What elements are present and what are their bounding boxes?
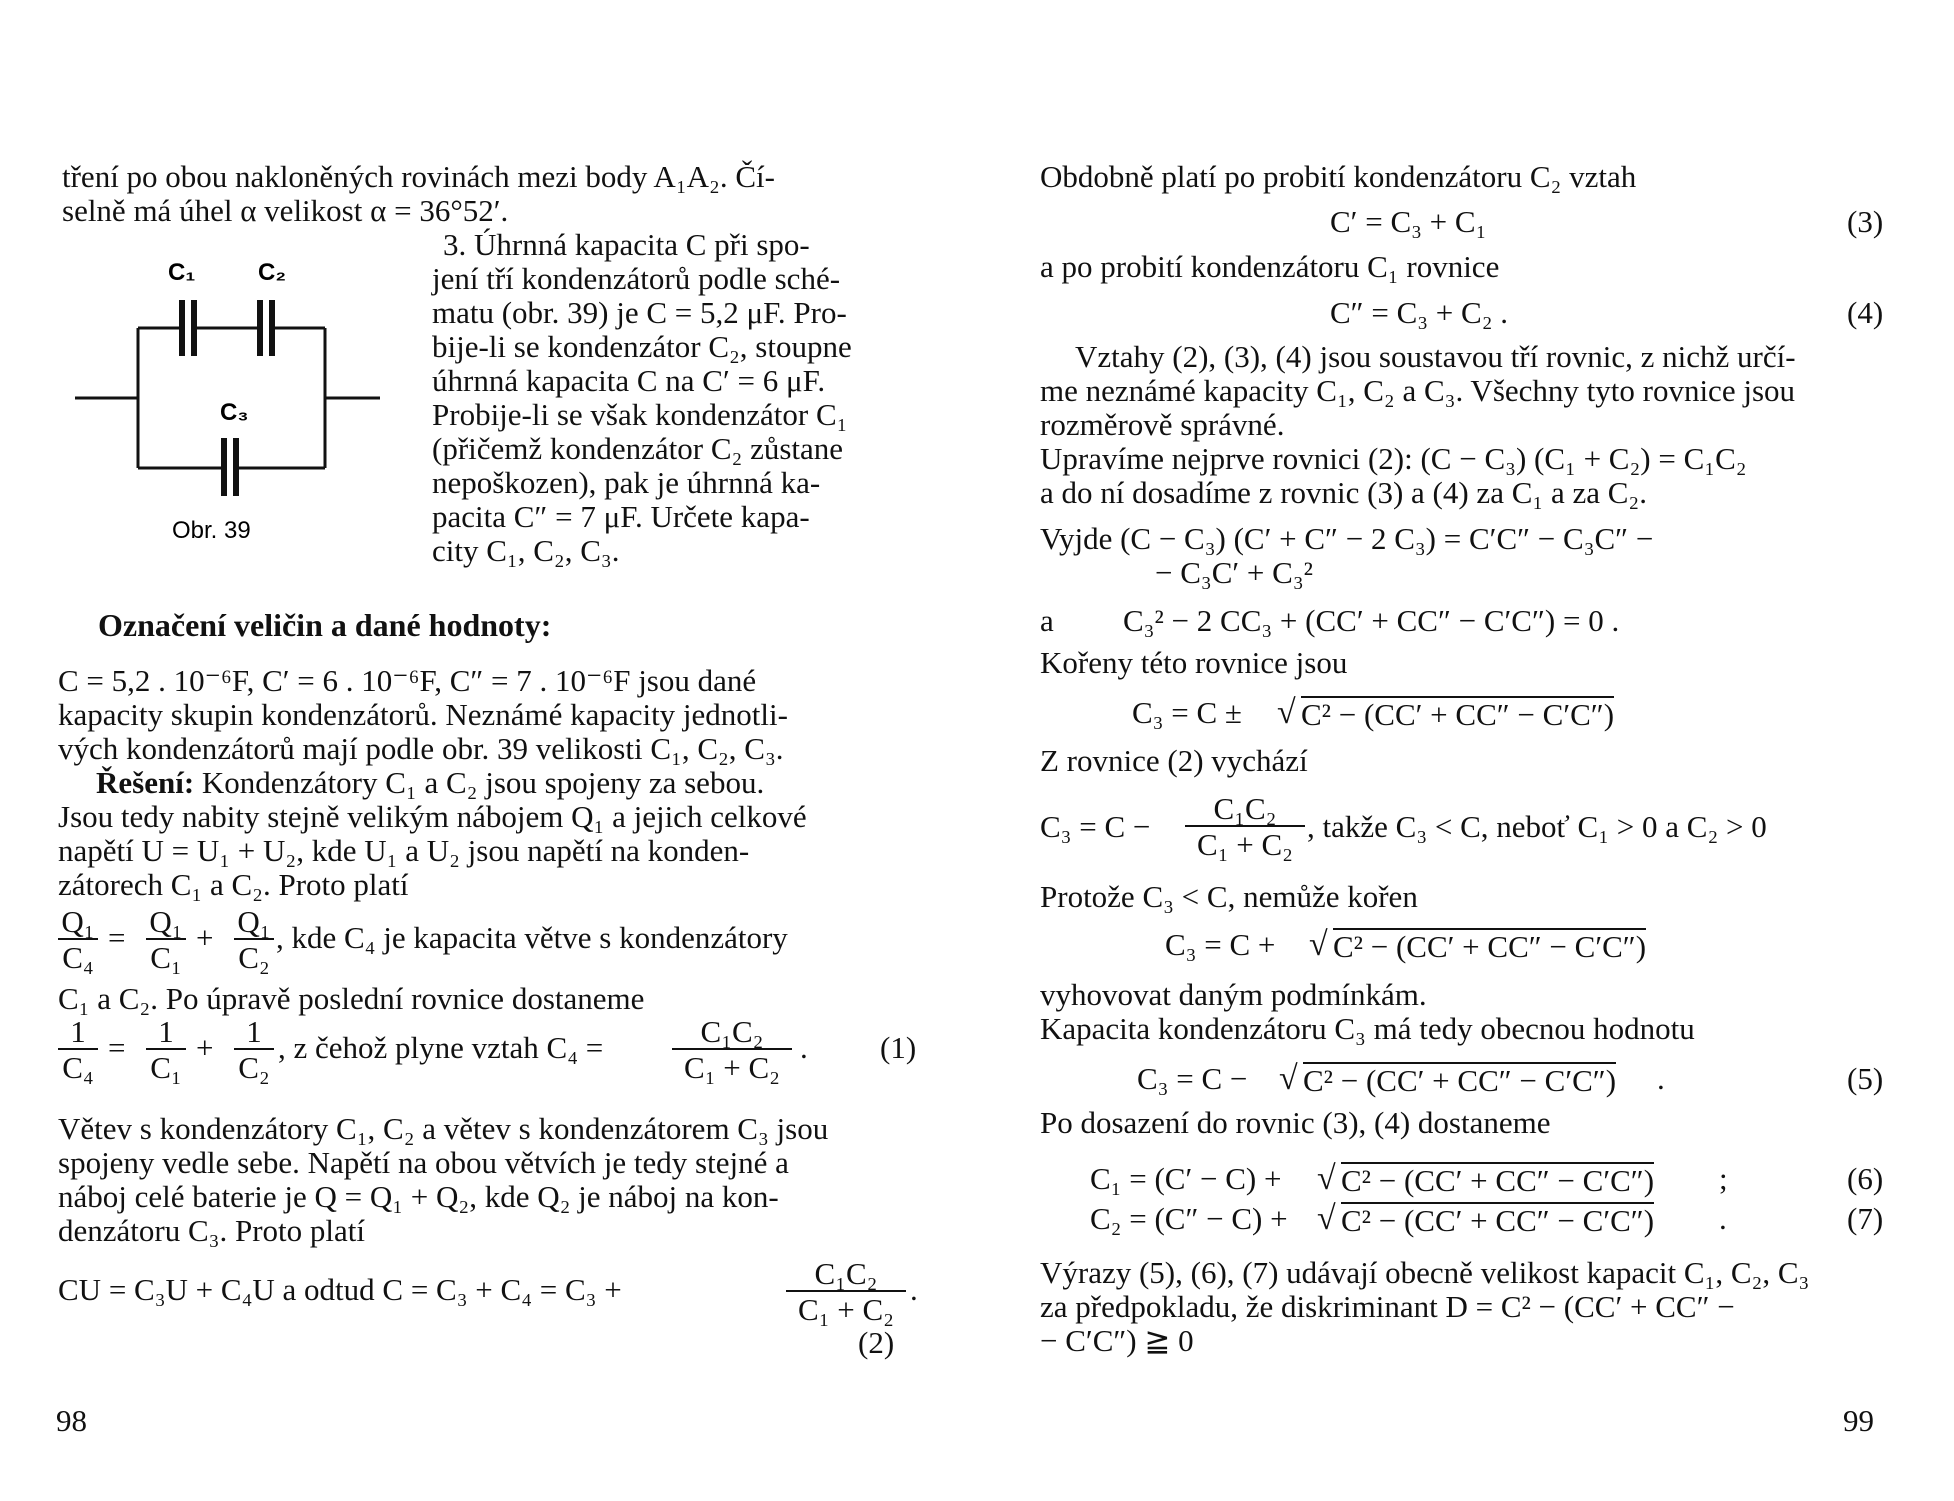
problem-line: nepoškozen), pak je úhrnná ka- <box>432 465 821 500</box>
text-line: C₁ a C₂. Po úpravě poslední rovnice dostaneme <box>58 981 645 1016</box>
fraction: Q₁ C₂ <box>234 906 274 973</box>
text-line: spojeny vedle sebe. Napětí na obou větvích je tedy stejné a <box>58 1145 789 1180</box>
radicand: C² − (CC′ + CC″ − C′C″) <box>1333 929 1647 964</box>
equation-text: C₁ = (C′ − C) + <box>1090 1161 1282 1196</box>
equation-text: C₃ = C − <box>1040 809 1151 844</box>
text-line: tření po obou nakloněných rovinách mezi body A₁A₂. Čí- <box>62 159 775 194</box>
plus-sign: + <box>196 920 214 955</box>
text-line: a po probití kondenzátoru C₁ rovnice <box>1040 249 1500 284</box>
fraction: 1 C₂ <box>234 1016 274 1083</box>
problem-line: jení tří kondenzátorů podle sché- <box>432 261 841 296</box>
text-line: Upravíme nejprve rovnici (2): (C − C₃) (C₁ + C₂) = C₁C₂ <box>1040 441 1747 476</box>
fraction: 1 C₄ <box>58 1016 98 1083</box>
circuit-diagram <box>60 250 400 550</box>
fraction: Q₁ C₁ <box>146 906 186 973</box>
text-line: Jsou tedy nabity stejně velikým nábojem Q₁ a jejich celkové <box>58 799 807 834</box>
text-line: Kořeny této rovnice jsou <box>1040 645 1348 680</box>
equation-text: C₂ = (C″ − C) + <box>1090 1201 1288 1236</box>
fraction: C₁C₂ C₁ + C₂ <box>786 1258 906 1325</box>
equation-text: C₃ = C + <box>1165 927 1276 962</box>
equation-number: (3) <box>1847 204 1884 239</box>
text-line: Po dosazení do rovnic (3), (4) dostaneme <box>1040 1105 1551 1140</box>
text-line: − C′C″) ≧ 0 <box>1040 1323 1194 1358</box>
problem-line: matu (obr. 39) je C = 5,2 μF. Pro- <box>432 295 847 330</box>
text-line: − C₃C′ + C₃² <box>1155 555 1313 590</box>
equation-4: C″ = C₃ + C₂ . <box>1330 295 1509 330</box>
section-heading: Označení veličin a dané hodnoty: <box>98 607 552 643</box>
equation-number: (2) <box>858 1325 895 1360</box>
text-line: Kapacita kondenzátoru C₃ má tedy obecnou hodnotu <box>1040 1011 1695 1046</box>
dot: . <box>910 1272 918 1307</box>
problem-line: 3. Úhrnná kapacita C při spo- <box>443 227 810 262</box>
sqrt-icon: √ <box>1317 1160 1336 1197</box>
fraction: C₁C₂ C₁ + C₂ <box>1185 793 1305 860</box>
text-line: napětí U = U₁ + U₂, kde U₁ a U₂ jsou napětí na konden- <box>58 833 750 868</box>
radicand: C² − (CC′ + CC″ − C′C″) <box>1341 1163 1655 1198</box>
text-line: zátorech C₁ a C₂. Proto platí <box>58 867 409 902</box>
page-number: 99 <box>1843 1403 1874 1438</box>
equation-number: (5) <box>1847 1061 1884 1096</box>
dot: . <box>1657 1061 1665 1096</box>
text-line: rozměrově správné. <box>1040 407 1285 442</box>
equation-number: (1) <box>880 1030 917 1065</box>
text-line: Výrazy (5), (6), (7) udávají obecně velikost kapacit C₁, C₂, C₃ <box>1040 1255 1810 1290</box>
page-number: 98 <box>56 1403 87 1438</box>
fraction: Q₁ C₄ <box>58 906 98 973</box>
text-line: Vztahy (2), (3), (4) jsou soustavou tří rovnic, z nichž určí- <box>1075 339 1796 374</box>
problem-line: city C₁, C₂, C₃. <box>432 533 620 568</box>
semicolon: ; <box>1719 1161 1728 1196</box>
text-line: náboj celé baterie je Q = Q₁ + Q₂, kde Q₂ je náboj na kon- <box>58 1179 779 1214</box>
equation-text: CU = C₃U + C₄U a odtud C = C₃ + C₄ = C₃ + <box>58 1272 622 1307</box>
text-line: Protože C₃ < C, nemůže kořen <box>1040 879 1418 914</box>
sqrt-icon: √ <box>1317 1200 1336 1237</box>
label-c3: C₃ <box>220 399 249 426</box>
right-page <box>977 0 1954 1501</box>
equals-sign: = <box>108 1030 126 1065</box>
text-line: a do ní dosadíme z rovnic (3) a (4) za C₁ a za C₂. <box>1040 475 1647 510</box>
text-line: Obdobně platí po probití kondenzátoru C₂ vztah <box>1040 159 1637 194</box>
quadratic-equation: C₃² − 2 CC₃ + (CC′ + CC″ − C′C″) = 0 . <box>1123 603 1620 638</box>
equation-text: C₃ = C ± <box>1132 695 1242 730</box>
problem-line: pacita C″ = 7 μF. Určete kapa- <box>432 499 810 534</box>
radicand: C² − (CC′ + CC″ − C′C″) <box>1341 1203 1655 1238</box>
radicand: C² − (CC′ + CC″ − C′C″) <box>1301 697 1615 732</box>
equation-text: , kde C₄ je kapacita větve s kondenzátory <box>276 920 788 955</box>
dot: . <box>800 1030 808 1065</box>
dot: . <box>1719 1201 1727 1236</box>
text-line: vyhovovat daným podmínkám. <box>1040 977 1427 1012</box>
solution-text: Kondenzátory C₁ a C₂ jsou spojeny za sebou. <box>194 765 765 800</box>
problem-line: bije-li se kondenzátor C₂, stoupne <box>432 329 852 364</box>
equation-number: (6) <box>1847 1161 1884 1196</box>
equation-number: (7) <box>1847 1201 1884 1236</box>
figure-caption: Obr. 39 <box>172 517 251 544</box>
text-line: za předpokladu, že diskriminant D = C² − (CC′ + CC″ − <box>1040 1289 1735 1324</box>
text-line: C = 5,2 . 10⁻⁶F, C′ = 6 . 10⁻⁶F, C″ = 7 . 10⁻⁶F jsou dané <box>58 663 757 698</box>
equation-number: (4) <box>1847 295 1884 330</box>
radicand: C² − (CC′ + CC″ − C′C″) <box>1303 1063 1617 1098</box>
equation-text: , takže C₃ < C, neboť C₁ > 0 a C₂ > 0 <box>1307 809 1767 844</box>
text-line: vých kondenzátorů mají podle obr. 39 velikosti C₁, C₂, C₃. <box>58 731 784 766</box>
equation-text: C₃ = C − <box>1137 1061 1248 1096</box>
a-label: a <box>1040 603 1054 638</box>
solution-line <box>96 766 764 800</box>
text-line: Vyjde (C − C₃) (C′ + C″ − 2 C₃) = C′C″ − C₃C″ − <box>1040 521 1654 556</box>
label-c2: C₂ <box>258 259 286 286</box>
problem-line: Probije-li se však kondenzátor C₁ <box>432 397 848 432</box>
equation-3: C′ = C₃ + C₁ <box>1330 204 1487 239</box>
text-line: denzátoru C₃. Proto platí <box>58 1213 365 1248</box>
solution-label: Řešení: <box>96 765 195 800</box>
text-line: selně má úhel α velikost α = 36°52′. <box>62 193 509 228</box>
text-line: me neznámé kapacity C₁, C₂ a C₃. Všechny tyto rovnice jsou <box>1040 373 1796 408</box>
text-line: kapacity skupin kondenzátorů. Neznámé kapacity jednotli- <box>58 697 788 732</box>
equals-sign: = <box>108 920 126 955</box>
plus-sign: + <box>196 1030 214 1065</box>
sqrt-icon: √ <box>1279 1060 1298 1097</box>
text-line: Větev s kondenzátory C₁, C₂ a větev s kondenzátorem C₃ jsou <box>58 1111 829 1146</box>
fraction: C₁C₂ C₁ + C₂ <box>672 1016 792 1083</box>
text-line: Z rovnice (2) vychází <box>1040 743 1308 778</box>
fraction: 1 C₁ <box>146 1016 186 1083</box>
problem-line: (přičemž kondenzátor C₂ zůstane <box>432 431 844 466</box>
label-c1: C₁ <box>168 259 196 286</box>
problem-line: úhrnná kapacita C na C′ = 6 μF. <box>432 363 826 398</box>
sqrt-icon: √ <box>1309 926 1328 963</box>
equation-text: , z čehož plyne vztah C₄ = <box>278 1030 604 1065</box>
sqrt-icon: √ <box>1277 694 1296 731</box>
